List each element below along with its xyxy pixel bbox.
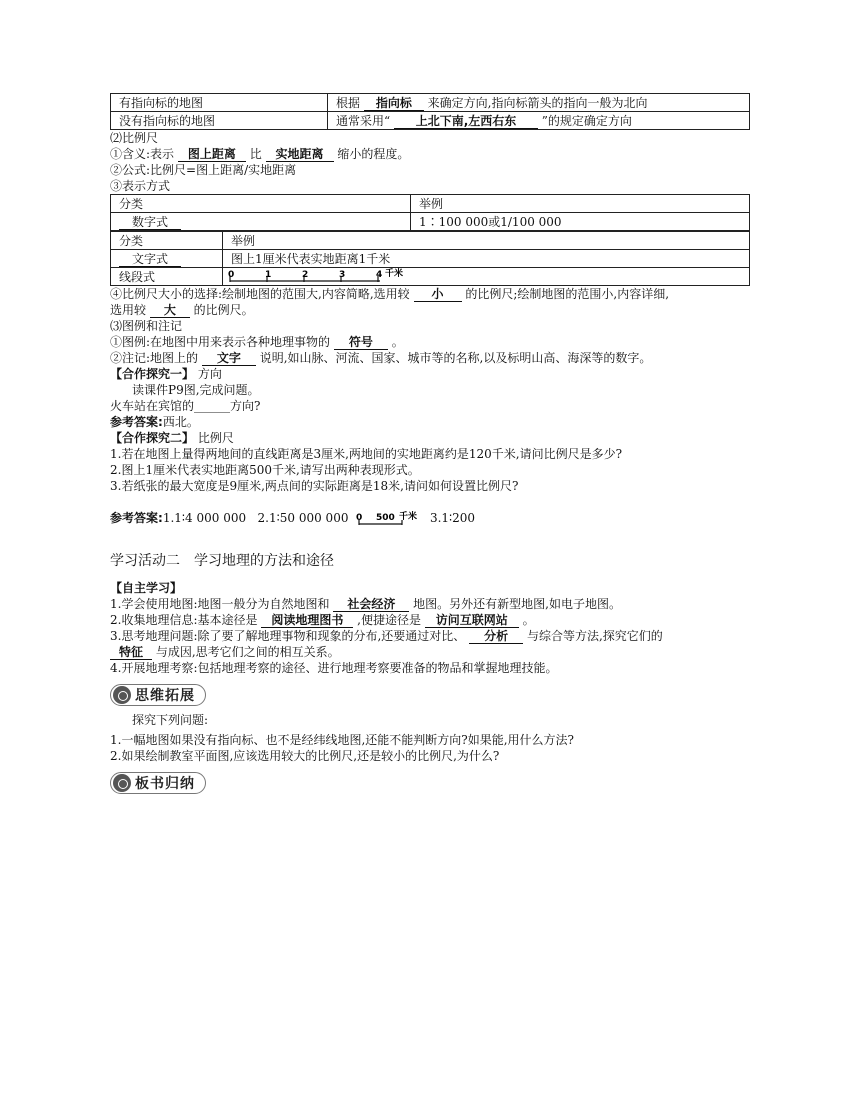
paragraph [110, 628, 750, 644]
answer-scale-bar [356, 510, 426, 528]
answer-blank: 上北下南,左西右东 [394, 114, 538, 129]
table-cell: 图上1厘米代表实地距离1千米 [223, 250, 750, 268]
question: 1.一幅地图如果没有指向标、也不是经纬线地图,还能不能判断方向?如果能,用什么方法? [110, 733, 574, 747]
paragraph [110, 644, 750, 660]
section-topic: 比例尺 [197, 431, 234, 445]
question: 1.若在地图上量得两地间的直线距离是3厘米,两地间的实地距离约是120千米,请问比例尺是多少? [110, 447, 623, 461]
table-row [111, 112, 750, 130]
text: 的比例尺;绘制地图的范围小,内容详细, [465, 287, 670, 301]
table-cell: 1∶100 000或1/100 000 [411, 213, 750, 231]
answer-blank: 实地距离 [266, 147, 334, 162]
paragraph [110, 350, 750, 366]
table-row [111, 250, 750, 268]
answer-blank: 图上距离 [178, 147, 246, 162]
book-icon [113, 774, 131, 792]
answer-blank: 指向标 [364, 96, 424, 111]
explore-one-title [110, 366, 750, 382]
table-row [111, 195, 750, 213]
answer-line [110, 414, 750, 430]
table-header: 举例 [223, 232, 750, 250]
table-header: 分类 [111, 232, 223, 250]
section-title: ⑵比例尺 [110, 131, 159, 145]
table-cell [328, 94, 750, 112]
table-cell: 没有指向标的地图 [111, 112, 328, 130]
paragraph [110, 334, 750, 350]
text: 1.学会使用地图:地图一般分为自然地图和 [110, 597, 330, 611]
scale-tick-label: 0 [228, 270, 235, 280]
text: 与成因,思考它们之间的相互关系。 [155, 645, 340, 659]
activity-heading: 学习活动二 学习地理的方法和途径 [110, 553, 334, 569]
answer-blank: 访问互联网站 [425, 613, 519, 628]
scale-unit-label: 千米 [385, 269, 404, 279]
book-icon [113, 686, 131, 704]
scale-tick-label: 2 [302, 270, 309, 280]
paragraph [110, 612, 750, 628]
scale-tick-label: 3 [339, 270, 346, 280]
table-cell [328, 112, 750, 130]
scale-table-2 [110, 231, 750, 286]
explore-two-title [110, 430, 750, 446]
text: ,便捷途径是 [357, 613, 421, 627]
badge-label: 思维拓展 [135, 688, 195, 704]
cell-text: ”的规定确定方向 [541, 113, 632, 128]
table-cell [223, 268, 750, 286]
table-row [111, 268, 750, 286]
answer-label: 参考答案: [110, 415, 163, 429]
text: 2.收集地理信息:基本途径是 [110, 613, 258, 627]
cell-text: 根据 [336, 95, 361, 110]
text: 3.思考地理问题:除了要了解地理事物和现象的分布,还要通过对比、 [110, 629, 466, 643]
table-cell: 线段式 [111, 268, 223, 286]
table-cell [111, 213, 411, 231]
answer-line [110, 508, 750, 528]
answer-text: 西北。 [162, 415, 199, 429]
answer-blank: 符号 [334, 335, 388, 350]
text: ①含义:表示 [110, 147, 175, 161]
paragraph [110, 596, 750, 612]
paragraph: ②公式:比例尺=图上距离/实地距离 [110, 163, 297, 177]
question: 2.图上1厘米代表实地距离500千米,请写出两种表现形式。 [110, 463, 420, 477]
answer-blank: 文字式 [119, 252, 181, 267]
scale-tick-label: 4 [376, 270, 383, 280]
text: 。 [522, 613, 535, 627]
paragraph [110, 302, 750, 318]
answer-label: 参考答案: [110, 511, 163, 525]
answer-text: 2.1∶50 000 000 [257, 511, 349, 525]
text: 说明,如山脉、河流、国家、城市等的名称,以及标明山高、海深等的数字。 [259, 351, 652, 365]
table-row [111, 94, 750, 112]
scale-tick-label: 1 [265, 270, 272, 280]
answer-blank: 文字 [202, 351, 256, 366]
cell-text: 通常采用“ [336, 113, 391, 128]
paragraph [110, 286, 750, 302]
text: 缩小的程度。 [337, 147, 410, 161]
table-header: 分类 [111, 195, 411, 213]
table-cell [111, 250, 223, 268]
section-topic: 方向 [197, 367, 222, 381]
text: ②注记:地图上的 [110, 351, 199, 365]
answer-blank: 特征 [110, 645, 152, 660]
document-page [110, 93, 750, 800]
table-cell: 有指向标的地图 [111, 94, 328, 112]
scale-table-1 [110, 194, 750, 231]
text: 。 [391, 335, 404, 349]
paragraph: ③表示方式 [110, 179, 171, 193]
scale-tick-label: 0 [356, 512, 363, 523]
text: 地图。另外还有新型地图,如电子地图。 [413, 597, 621, 611]
line-scale-bar [225, 268, 425, 285]
answer-text: 1.1∶4 000 000 [162, 511, 247, 525]
badge-label: 板书归纳 [135, 776, 195, 792]
table-header: 举例 [411, 195, 750, 213]
scale-unit-label: 千米 [399, 511, 418, 522]
text: ④比例尺大小的选择:绘制地图的范围大,内容简略,选用较 [110, 287, 410, 301]
text: 与综合等方法,探究它们的 [526, 629, 663, 643]
text: 比 [249, 147, 262, 161]
summary-badge [110, 772, 206, 794]
answer-blank: 社会经济 [333, 597, 409, 612]
paragraph: 4.开展地理考察:包括地理考察的途径、进行地理考察要准备的物品和掌握地理技能。 [110, 661, 558, 675]
answer-blank: 数字式 [119, 215, 181, 230]
paragraph: 探究下列问题: [132, 713, 209, 727]
text: ①图例:在地图中用来表示各种地理事物的 [110, 335, 331, 349]
table-row [111, 232, 750, 250]
answer-blank: 阅读地理图书 [261, 613, 353, 628]
question: 3.若纸张的最大宽度是9厘米,两点间的实际距离是18米,请问如何设置比例尺? [110, 479, 519, 493]
answer-text: 3.1∶200 [429, 511, 476, 525]
text: 的比例尺。 [193, 303, 254, 317]
paragraph: 读课件P9图,完成问题。 [132, 383, 260, 397]
answer-blank: 小 [414, 287, 462, 302]
section-title: ⑶图例和注记 [110, 319, 183, 333]
paragraph: 火车站在宾馆的______方向? [110, 399, 261, 413]
thinking-badge [110, 684, 206, 706]
answer-blank: 分析 [469, 629, 523, 644]
cell-text: 来确定方向,指向标箭头的指向一般为北向 [427, 95, 648, 110]
section-label: 【自主学习】 [110, 581, 183, 595]
section-label: 【合作探究一】 [110, 367, 195, 381]
paragraph [110, 146, 750, 162]
direction-table [110, 93, 750, 130]
section-label: 【合作探究二】 [110, 431, 195, 445]
question: 2.如果绘制教室平面图,应该选用较大的比例尺,还是较小的比例尺,为什么? [110, 749, 500, 763]
table-row [111, 213, 750, 231]
scale-tick-label: 500 [376, 512, 395, 523]
answer-blank: 大 [150, 303, 190, 318]
text: 选用较 [110, 303, 147, 317]
